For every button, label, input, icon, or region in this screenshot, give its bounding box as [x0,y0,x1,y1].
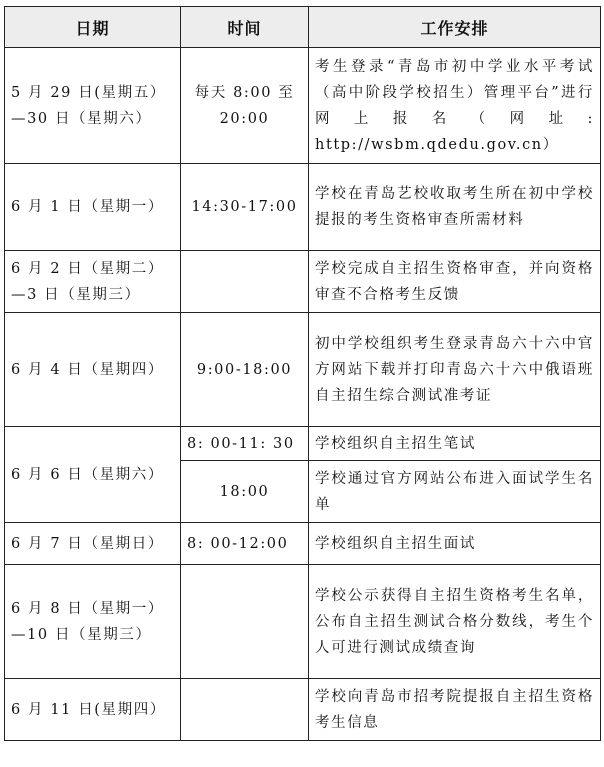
date-cell [5,164,181,251]
task-cell: 初中学校组织考生登录青岛六十六中官方网站下载并打印青岛六十六中俄语班自主招生综合测试准考证 [309,313,601,427]
time-cell [181,461,309,523]
header-row [5,7,601,48]
table-row [5,427,601,461]
time-line: 14:30-17:00 [191,199,298,215]
task-cell: 学校公示获得自主招生资格考生名单，公布自主招生测试合格分数线，考生个人可进行测试成绩查询 [309,565,601,679]
time-cell [181,523,309,565]
time-line: 每天 8:00 至 [194,84,295,101]
date-line: —30 日（星期六） [11,110,152,127]
date-line: 6 月 6 日（星期六） [11,466,164,483]
time-line: 18:00 [219,483,270,500]
date-line: 6 月 7 日（星期日） [11,535,164,552]
task-cell: 学校向青岛市招考院提报自主招生资格考生信息 [309,679,601,741]
task-cell: 学校在青岛艺校收取考生所在初中学校提报的考生资格审查所需材料 [309,164,601,251]
task-cell: 学校组织自主招生笔试 [309,427,601,461]
table-row [5,523,601,565]
date-line: 6 月 2 日（星期二） [11,260,164,277]
table-row [5,565,601,679]
time-cell [181,427,309,461]
time-line: 20:00 [219,110,270,127]
date-cell [5,48,181,164]
task-cell: 学校完成自主招生资格审查，并向资格审查不合格考生反馈 [309,251,601,313]
table-row [5,251,601,313]
date-cell [5,427,181,523]
task-cell: 考生登录“青岛市初中学业水平考试（高中阶段学校招生）管理平台”进行网上报名（网址: http://wsbm.qdedu.gov.cn） [309,48,601,164]
time-cell [181,679,309,741]
table-row [5,679,601,741]
time-cell [181,164,309,251]
date-cell [5,565,181,679]
date-line: 6 月 4 日（星期四） [11,361,164,378]
date-cell [5,523,181,565]
date-cell [5,251,181,313]
table-row [5,164,601,251]
date-cell [5,679,181,741]
header-task: 工作安排 [309,7,601,48]
header-time: 时间 [181,7,309,48]
date-line: 5 月 29 日(星期五） [11,84,166,101]
task-cell: 学校通过官方网站公布进入面试学生名单 [309,461,601,523]
time-line: 8: 00-12:00 [187,535,289,552]
schedule-table [4,6,601,741]
date-line: 6 月 1 日（星期一） [11,199,164,215]
date-line: —3 日（星期三） [11,286,141,303]
table-row [5,48,601,164]
time-cell [181,313,309,427]
header-date: 日期 [5,7,181,48]
date-line: —10 日（星期三） [11,626,152,643]
date-line: 6 月 8 日（星期一） [11,600,164,617]
time-cell [181,565,309,679]
time-cell [181,48,309,164]
date-cell [5,313,181,427]
time-line: 8: 00-11: 30 [187,435,295,452]
time-line: 9:00-18:00 [196,361,293,378]
task-cell: 学校组织自主招生面试 [309,523,601,565]
time-cell [181,251,309,313]
table-row [5,313,601,427]
date-line: 6 月 11 日(星期四） [11,701,166,718]
